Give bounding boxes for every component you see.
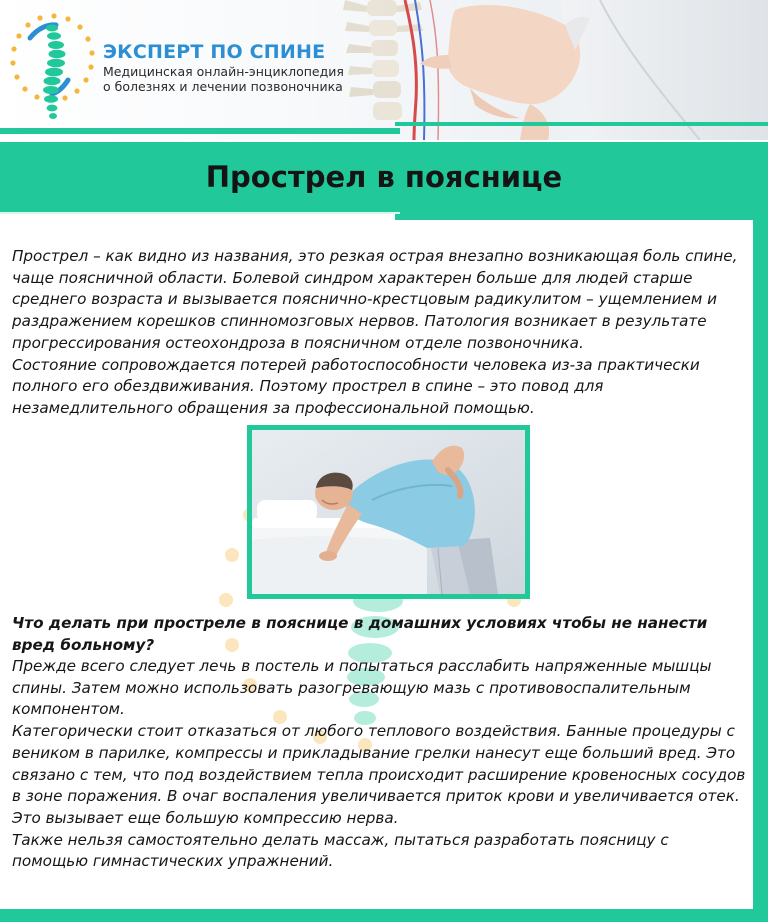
back-pain-photo <box>252 430 525 594</box>
spine-logo <box>8 8 100 128</box>
accent-bar-left <box>0 128 400 134</box>
man-back-pain-illustration <box>252 430 525 594</box>
intro-paragraphs: Прострел – как видно из названия, это резкая острая внезапно возникающая боль спине, чаще поясничной области. Болевой синдром характерен больше для людей старше среднего возраста и вызывается пояснично-крестцовым радикулитом – ущемлением и раздражением корешков спинномозговых нервов. Патология возникает в результате прогрессирования остеохондроза в поясничном отделе позвоночника. Состояние сопровождается потерей работоспособности человека из-за практически полного его обездвиживания. Поэтому прострел в спине – это повод для незамедлительного обращения за профессиональной помощью. <box>12 247 738 417</box>
accent-strip-bottom <box>0 909 768 922</box>
page-title: Прострел в пояснице <box>205 160 563 194</box>
intro-text <box>12 246 747 420</box>
brand-title: ЭКСПЕРТ ПО СПИНЕ <box>103 41 326 63</box>
title-band-step <box>395 212 768 220</box>
title-band-divider <box>0 212 400 214</box>
accent-strip-right <box>753 220 768 922</box>
answer-paragraphs: Прежде всего следует лечь в постель и попытаться расслабить напряженные мышцы спины. Затем можно использовать разогревающую мазь с противовоспалительным компонентом. Категорически стоит отказаться от любого теплового воздействия. Банные процедуры с веником в парилке, компрессы и прикладывание грелки нанесут еще больший вред. Это связано с тем, что под воздействием тепла происходит расширение кровеносных сосудов в зоне поражения. В очаг воспаления увеличивается приток крови и увеличивается отек. Это вызывает еще большую компрессию нерва. Также нельзя самостоятельно делать массаж, пытаться разработать поясницу с помощью гимнастических упражнений. <box>12 657 746 871</box>
brand-subtitle: Медицинская онлайн-энциклопедия о болезнях и лечении позвоночника <box>103 64 344 94</box>
accent-bar-right <box>395 122 768 126</box>
answer-text <box>12 656 747 873</box>
header-banner <box>0 0 768 140</box>
question-heading: Что делать при прострелe в пояснице в домашних условиях чтобы не нанести вред больному? <box>12 614 708 654</box>
